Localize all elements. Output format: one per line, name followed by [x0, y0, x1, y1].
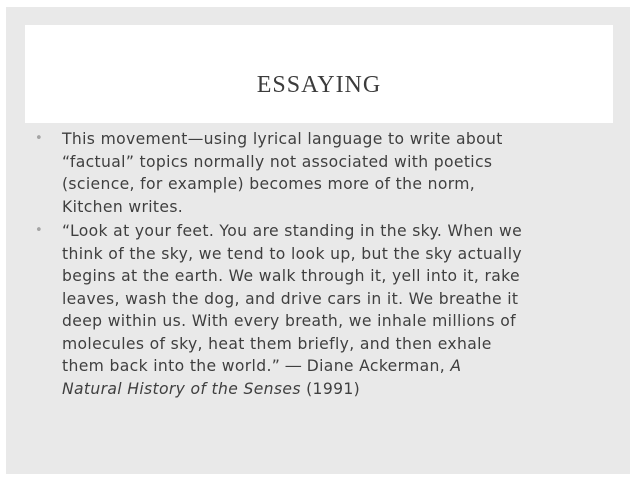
bullet-line: Kitchen writes. — [62, 197, 184, 216]
title-box — [25, 25, 613, 123]
book-title-start: A — [450, 357, 462, 375]
bullet-icon: • — [35, 223, 44, 238]
slide-title: ESSAYING — [256, 72, 382, 98]
slide — [6, 7, 630, 474]
bullet-line: leaves, wash the dog, and drive cars in it. We breathe it — [62, 289, 519, 308]
bullet-item — [32, 220, 622, 400]
publication-year: (1991) — [300, 379, 361, 398]
bullet-line: begins at the earth. We walk through it, yell into it, rake — [62, 267, 520, 285]
bullet-list — [32, 128, 622, 400]
book-title: Natural History of the Senses — [62, 379, 301, 398]
bullet-item — [32, 128, 622, 218]
bullet-line: “factual” topics normally not associated with poetics — [62, 152, 493, 171]
bullet-icon: • — [35, 131, 44, 146]
bullet-line: This movement—using lyrical language to write about — [62, 130, 503, 148]
bullet-line: molecules of sky, heat them briefly, and then exhale — [62, 334, 492, 353]
bullet-line: “Look at your feet. You are standing in the sky. When we — [62, 222, 523, 240]
bullet-line: think of the sky, we tend to look up, but the sky actually — [62, 244, 522, 263]
bullet-line: (science, for example) becomes more of the norm, — [62, 175, 476, 193]
bullet-line — [62, 355, 622, 378]
quote-attribution: them back into the world.” ― Diane Ackerman, — [62, 357, 451, 375]
bullet-line — [62, 378, 622, 401]
bullet-line: deep within us. With every breath, we inhale millions of — [62, 312, 517, 330]
